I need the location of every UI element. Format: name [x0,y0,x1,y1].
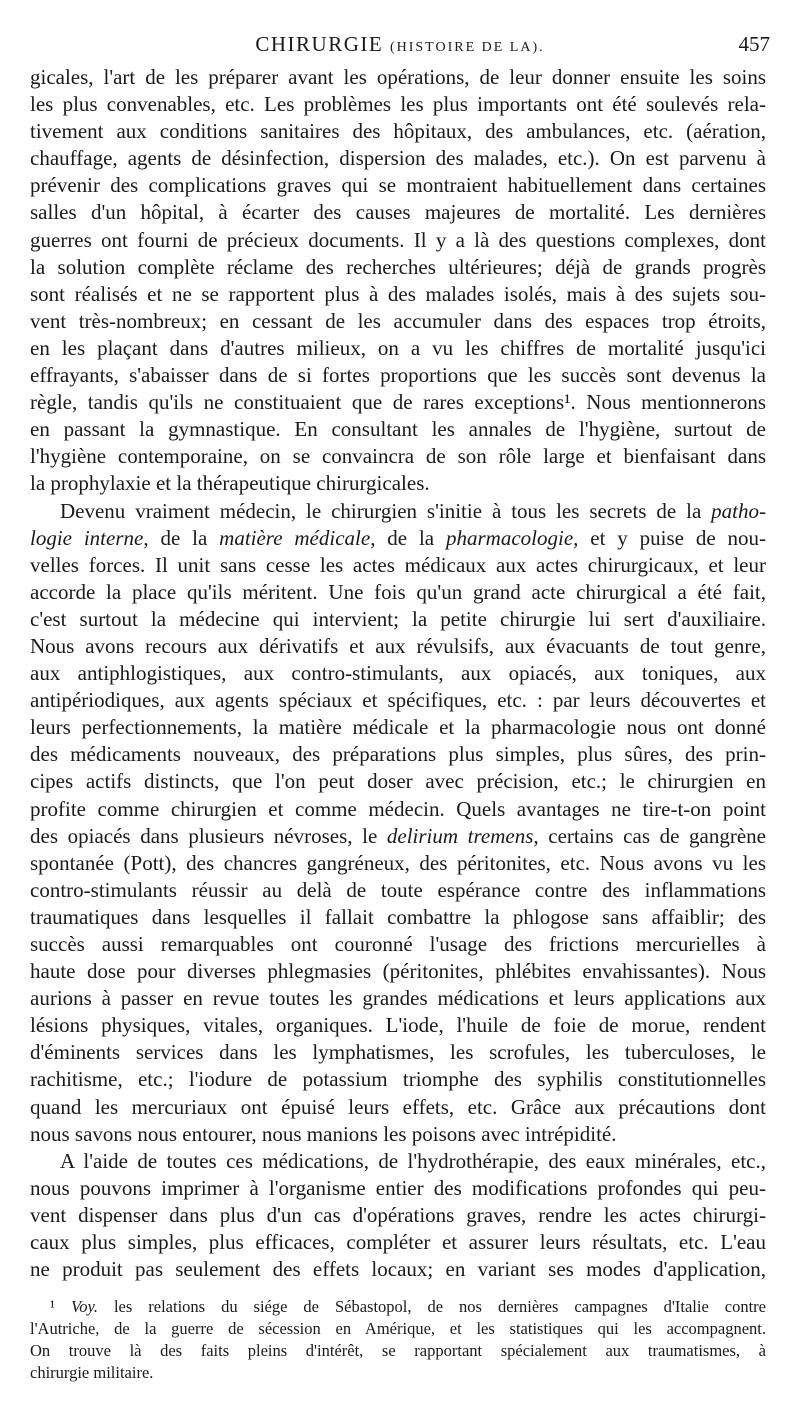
text-line: caux plus simples, plus efficaces, compléter et assurer leurs résultats, etc. L'eau [30,1230,766,1255]
text-line: en passant la gymnastique. En consultant les annales de l'hygiène, surtout de [30,417,766,442]
text-line: Devenu vraiment médecin, le chirurgien s'initie à tous les secrets de la patho- [60,498,766,523]
text-line: en les plaçant dans d'autres milieux, on a vu les chiffres de mortalité jusqu'ici [30,335,766,360]
text-line: la solution complète réclame des recherches ultérieures; déjà de grands progrès [30,254,766,279]
text-line: spontanée (Pott), des chancres gangréneux, des péritonites, etc. Nous avons vu les [30,850,766,875]
text-line: ne produit pas seulement des effets locaux; en variant ses modes d'application, [30,1257,766,1282]
text-line: des médicaments nouveaux, des préparations plus simples, plus sûres, des prin- [30,742,766,767]
text-line: nous pouvons imprimer à l'organisme entier des modifications profondes qui peu- [30,1175,766,1200]
running-title [0,32,800,57]
footnote-line: ¹ Voy. les relations du siége de Sébastopol, de nos dernières campagnes d'Italie contre [50,1297,766,1316]
footnote-line: On trouve là des faits pleins d'intérêt, se rapportant spécialement aux traumatismes, à [30,1341,766,1360]
footnote-line: chirurgie militaire. [30,1363,154,1382]
text-line: haute dose pour diverses phlegmasies (péritonites, phlébites envahissantes). Nous [30,959,766,984]
text-line: effrayants, s'abaisser dans de si fortes proportions que les succès sont devenus la [30,363,766,388]
text-line: A l'aide de toutes ces médications, de l'hydrothérapie, des eaux minérales, etc., [60,1148,766,1173]
text-line: prévenir des complications graves qui se montraient habituellement dans certaines [30,173,766,198]
text-line: contro-stimulants réussir au delà de toute espérance contre des inflammations [30,877,766,902]
text-line: la prophylaxie et la thérapeutique chirurgicales. [30,471,430,496]
text-line: accorde la place qu'ils méritent. Une fois qu'un grand acte chirurgical a été fait, [30,579,766,604]
text-line: vent dispenser dans plus d'un cas d'opérations graves, rendre les actes chirurgi- [30,1202,766,1227]
text-line: profite comme chirurgien et comme médecin. Quels avantages ne tire-t-on point [30,796,766,821]
text-line: rachitisme, etc.; l'iodure de potassium triomphe des syphilis constitutionnelles [30,1067,766,1092]
text-line: velles forces. Il unit sans cesse les actes médicaux aux actes chirurgicaux, et leur [30,552,766,577]
text-line: quand les mercuriaux ont épuisé leurs effets, etc. Grâce aux précautions dont [30,1094,766,1119]
text-line: logie interne, de la matière médicale, de la pharmacologie, et y puise de nou- [30,525,766,550]
page-number: 457 [738,32,770,56]
text-line: succès aussi remarquables ont couronné l'usage des frictions mercurielles à [30,932,766,956]
text-line: tivement aux conditions sanitaires des hôpitaux, des ambulances, etc. (aération, [30,119,766,144]
text-line: les plus convenables, etc. Les problèmes les plus importants ont été soulevés rela- [30,92,766,117]
text-line: d'éminents services dans les lymphatismes, les scrofules, les tuberculoses, le [30,1040,766,1065]
text-line: leurs perfectionnements, la matière médicale et la pharmacologie nous ont donné [30,715,766,740]
text-line: traumatiques dans lesquelles il fallait combattre la phlogose sans affaiblir; des [30,904,766,929]
header-subtitle: (HISTOIRE DE LA). [389,40,545,55]
text-line: règle, tandis qu'ils ne constituaient que de rares exceptions¹. Nous mentionnerons [30,390,766,415]
text-line: lésions physiques, vitales, organiques. L'iode, l'huile de foie de morue, rendent [30,1013,766,1038]
text-line: aurions à passer en revue toutes les grandes médications et leurs applications aux [30,986,766,1011]
text-line: sont réalisés et ne se rapportent plus à des malades isolés, mais à des sujets sou- [30,281,766,306]
text-line: vent très-nombreux; en cessant de les accumuler dans des espaces trop étroits, [30,308,766,333]
text-line: c'est surtout la médecine qui intervient; la petite chirurgie lui sert d'auxiliaire. [30,606,766,631]
text-line: chauffage, agents de désinfection, dispersion des malades, etc.). On est parvenu à [30,146,766,171]
text-line: des opiacés dans plusieurs névroses, le delirium tremens, certains cas de gangrène [30,823,767,848]
text-line: l'hygiène contemporaine, on se convaincra de son rôle large et bienfaisant dans [30,444,766,469]
text-line: aux antiphlogistiques, aux contro-stimulants, aux opiacés, aux toniques, aux [30,661,766,686]
text-line: Nous avons recours aux dérivatifs et aux révulsifs, aux évacuants de tout genre, [30,633,766,658]
body-text [30,64,766,1283]
text-line: antipériodiques, aux agents spéciaux et spécifiques, etc. : par leurs découvertes et [30,688,766,713]
header-title: CHIRURGIE [255,32,384,56]
text-line: guerres ont fourni de précieux documents. Il y a là des questions complexes, dont [30,227,766,252]
text-line: cipes actifs distincts, que l'on peut doser avec précision, etc.; le chirurgien en [30,769,766,794]
footnote-line: l'Autriche, de la guerre de sécession en Amérique, et les statistiques qui les accompagnent. [30,1319,766,1338]
text-line: gicales, l'art de les préparer avant les opérations, de leur donner ensuite les soins [30,65,766,89]
page-header [0,32,800,58]
text-line: nous savons nous entourer, nous manions les poisons avec intrépidité. [30,1121,617,1146]
footnotes [30,1296,766,1384]
text-line: salles d'un hôpital, à écarter des causes majeures de mortalité. Les dernières [30,200,766,225]
